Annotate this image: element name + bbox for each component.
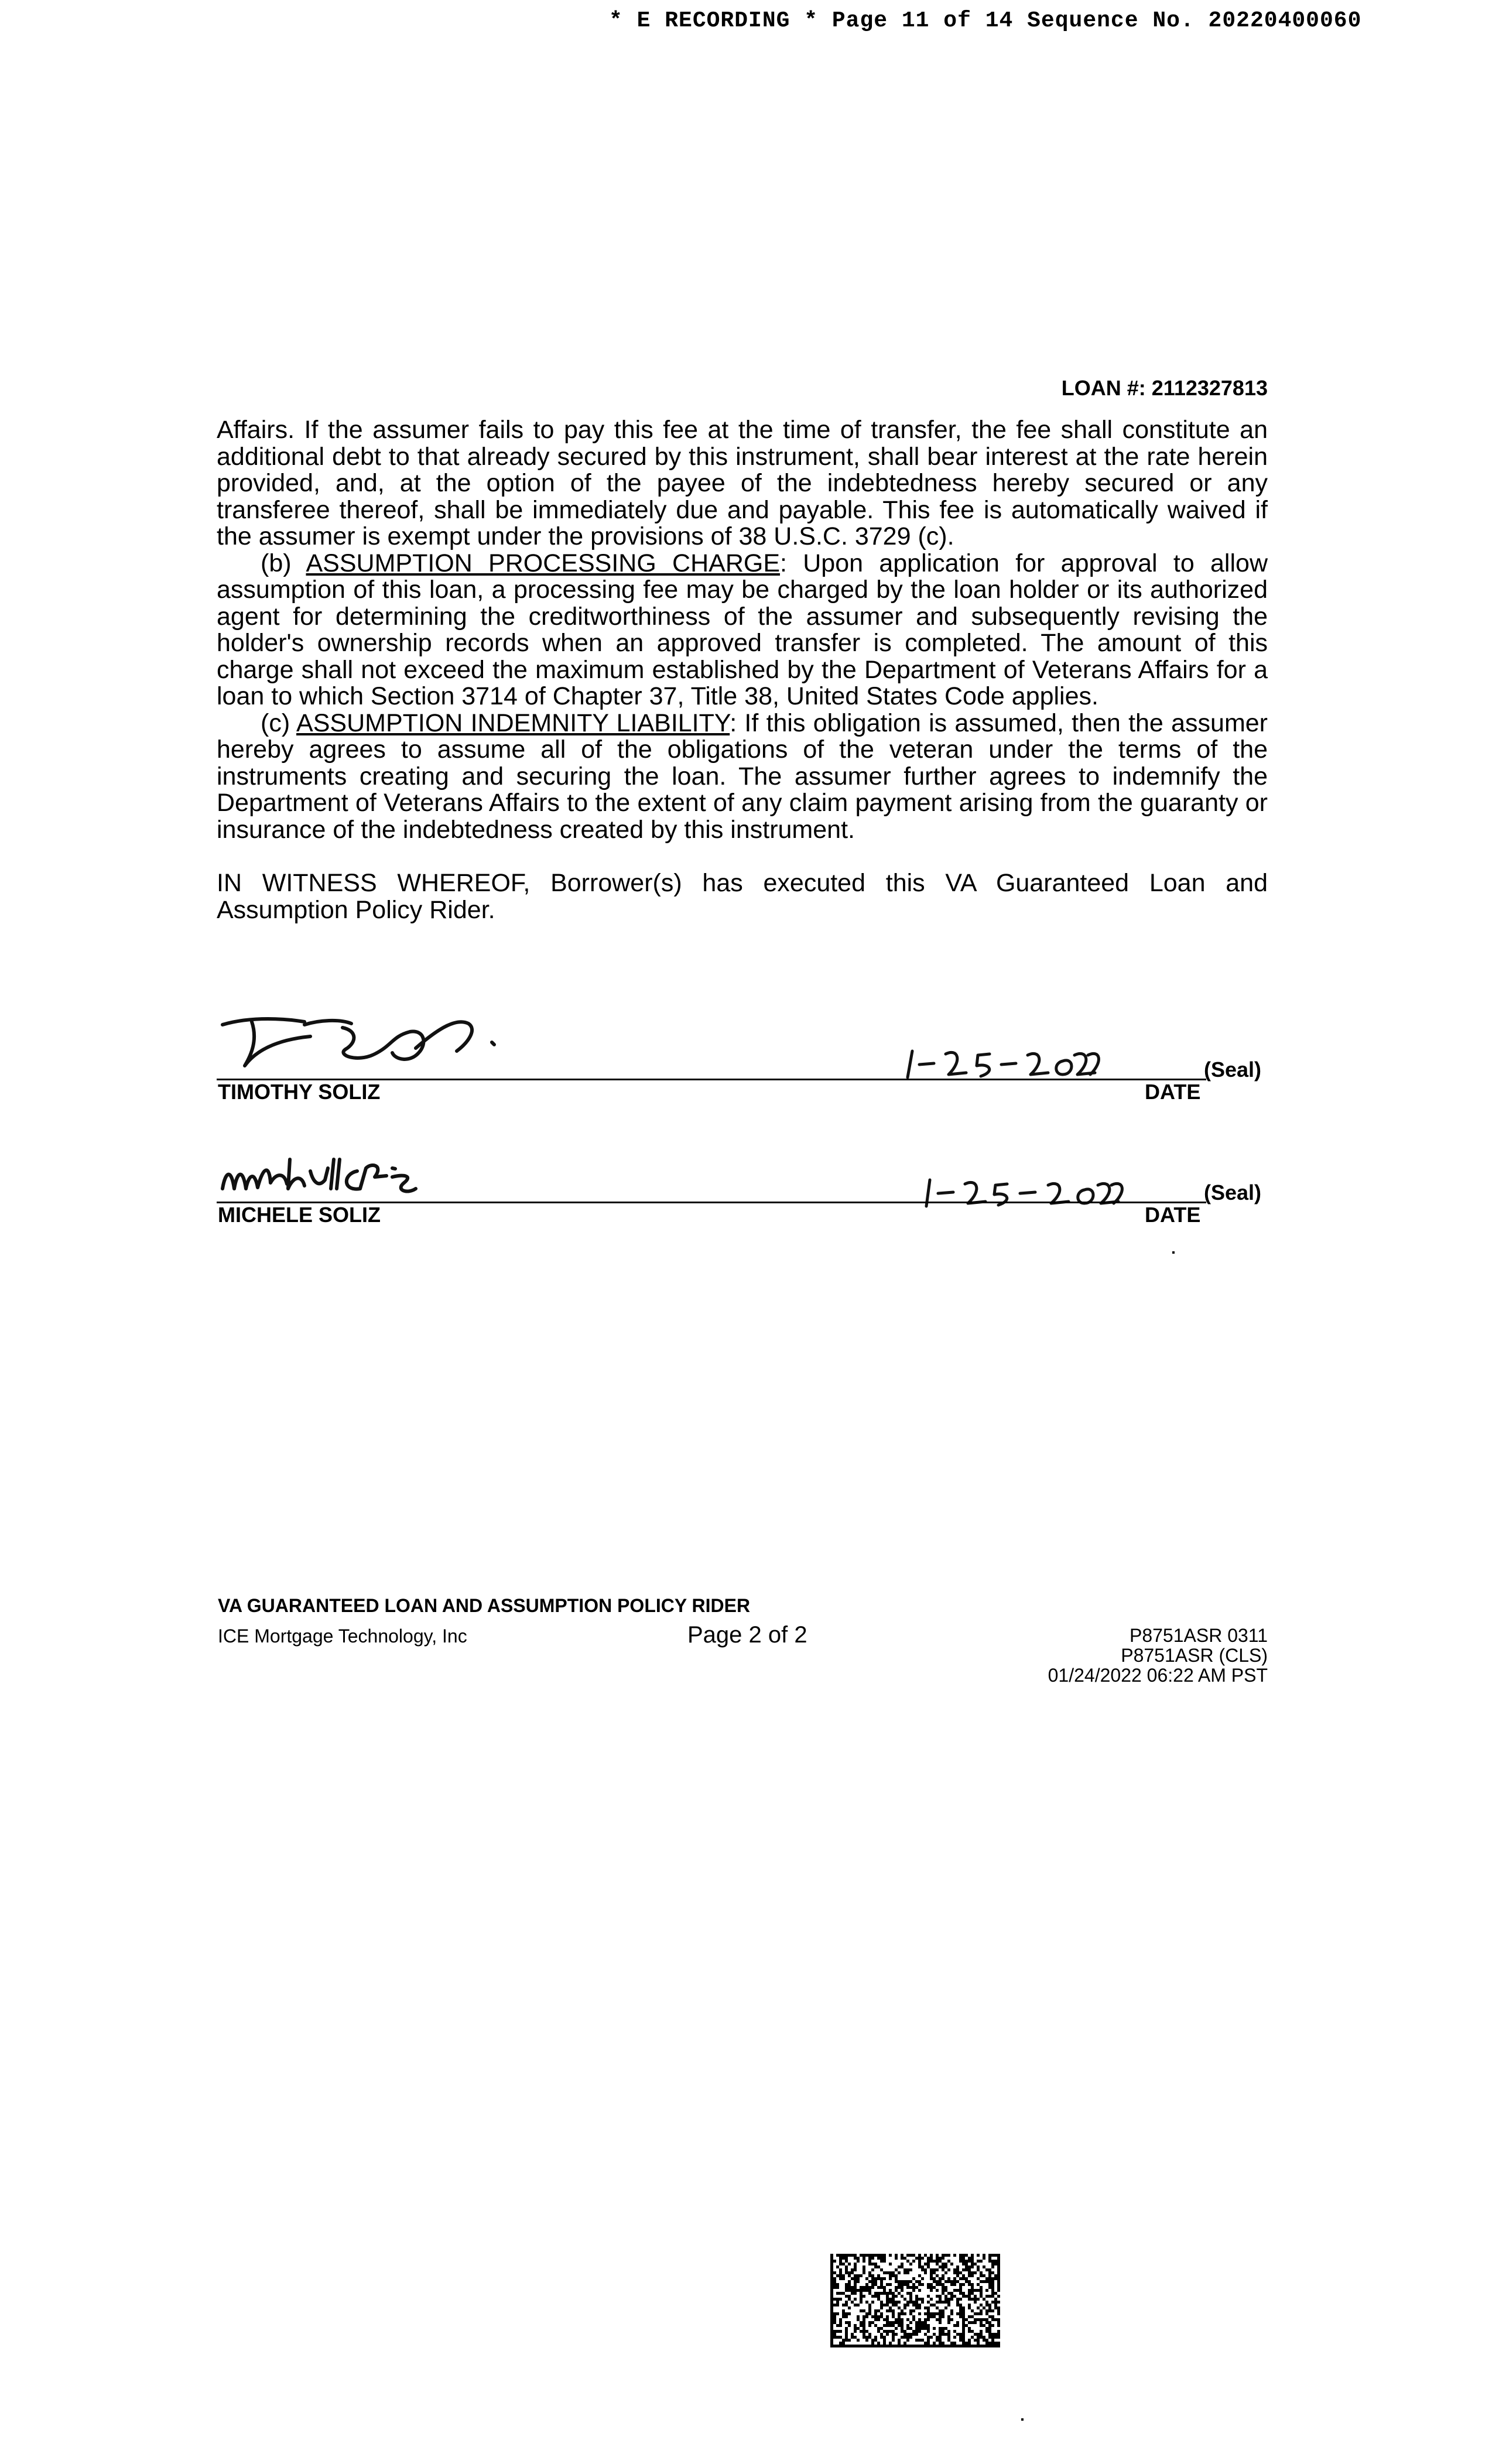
stray-mark [1172,1251,1175,1254]
form-code-1: P8751ASR 0311 [1129,1625,1268,1646]
page-number: Page 2 of 2 [687,1622,807,1648]
form-codes [1048,1625,1268,1685]
paragraph-b [217,550,1268,710]
2d-barcode-icon [830,2254,1000,2347]
paragraph-c-heading: ASSUMPTION INDEMNITY LIABILITY [296,709,730,737]
stray-mark-bottom [1021,2418,1024,2421]
witness-statement: IN WITNESS WHEREOF, Borrower(s) has executed this VA Guaranteed Loan and Assumption Policy Rider. [217,869,1268,924]
signature-block-michele [217,1148,1271,1236]
date-label-michele: DATE [1145,1203,1201,1227]
paragraph-c-prefix: (c) [261,709,297,737]
paragraph-b-prefix: (b) [261,549,306,577]
form-company: ICE Mortgage Technology, Inc [218,1625,467,1647]
paragraph-c [217,710,1268,844]
form-timestamp: 01/24/2022 06:22 AM PST [1048,1665,1268,1686]
seal-label-timothy: (Seal) [1204,1058,1262,1082]
signature-block-timothy [217,1007,1271,1113]
rider-body [217,417,1268,923]
form-title: VA GUARANTEED LOAN AND ASSUMPTION POLICY RIDER [218,1595,751,1616]
handwritten-date-michele [919,1171,1130,1212]
loan-number: LOAN #: 2112327813 [1061,376,1268,400]
seal-label-michele: (Seal) [1204,1180,1262,1204]
recording-header: * E RECORDING * Page 11 of 14 Sequence No. 20220400060 [609,8,1362,33]
paragraph-a-continued: Affairs. If the assumer fails to pay this fee at the time of transfer, the fee shall constitute an additional debt to that already secured by this instrument, shall bear interest at the rate herein provided, and, at the option of the payee of the indebtedness hereby secured or any transferee thereof, shall be immediately due and payable. This fee is automatically waived if the assumer is exempt under the provisions of 38 U.S.C. 3729 (c). [217,416,1268,550]
form-code-2: P8751ASR (CLS) [1121,1645,1268,1666]
paragraph-c-text: : If this obligation is assumed, then the assumer hereby agrees to assume all of the obligations of the veteran under the terms of the instruments creating and securing the loan. The assumer further agrees to indemnify the Department of Veterans Affairs to the extent of any claim payment arising from the guaranty or insurance of the indebtedness created by this instrument. [217,709,1268,844]
paragraph-b-heading: ASSUMPTION PROCESSING CHARGE [306,549,781,577]
paragraph-b-text: : Upon application for approval to allow assumption of this loan, a processing fee may be charged by the loan holder or its authorized agent for determining the creditworthiness of the assumer and subsequently revising the holder's ownership records when an approved transfer is completed. The amount of this charge shall not exceed the maximum established by the Department of Veterans Affairs for a loan to which Section 3714 of Chapter 37, Title 38, United States Code applies. [217,549,1268,710]
date-label-timothy: DATE [1145,1080,1201,1104]
signer-name-michele: MICHELE SOLIZ [218,1203,381,1227]
signature-timothy [217,1007,509,1077]
handwritten-date-timothy [902,1042,1101,1083]
signer-name-timothy: TIMOTHY SOLIZ [218,1080,381,1104]
